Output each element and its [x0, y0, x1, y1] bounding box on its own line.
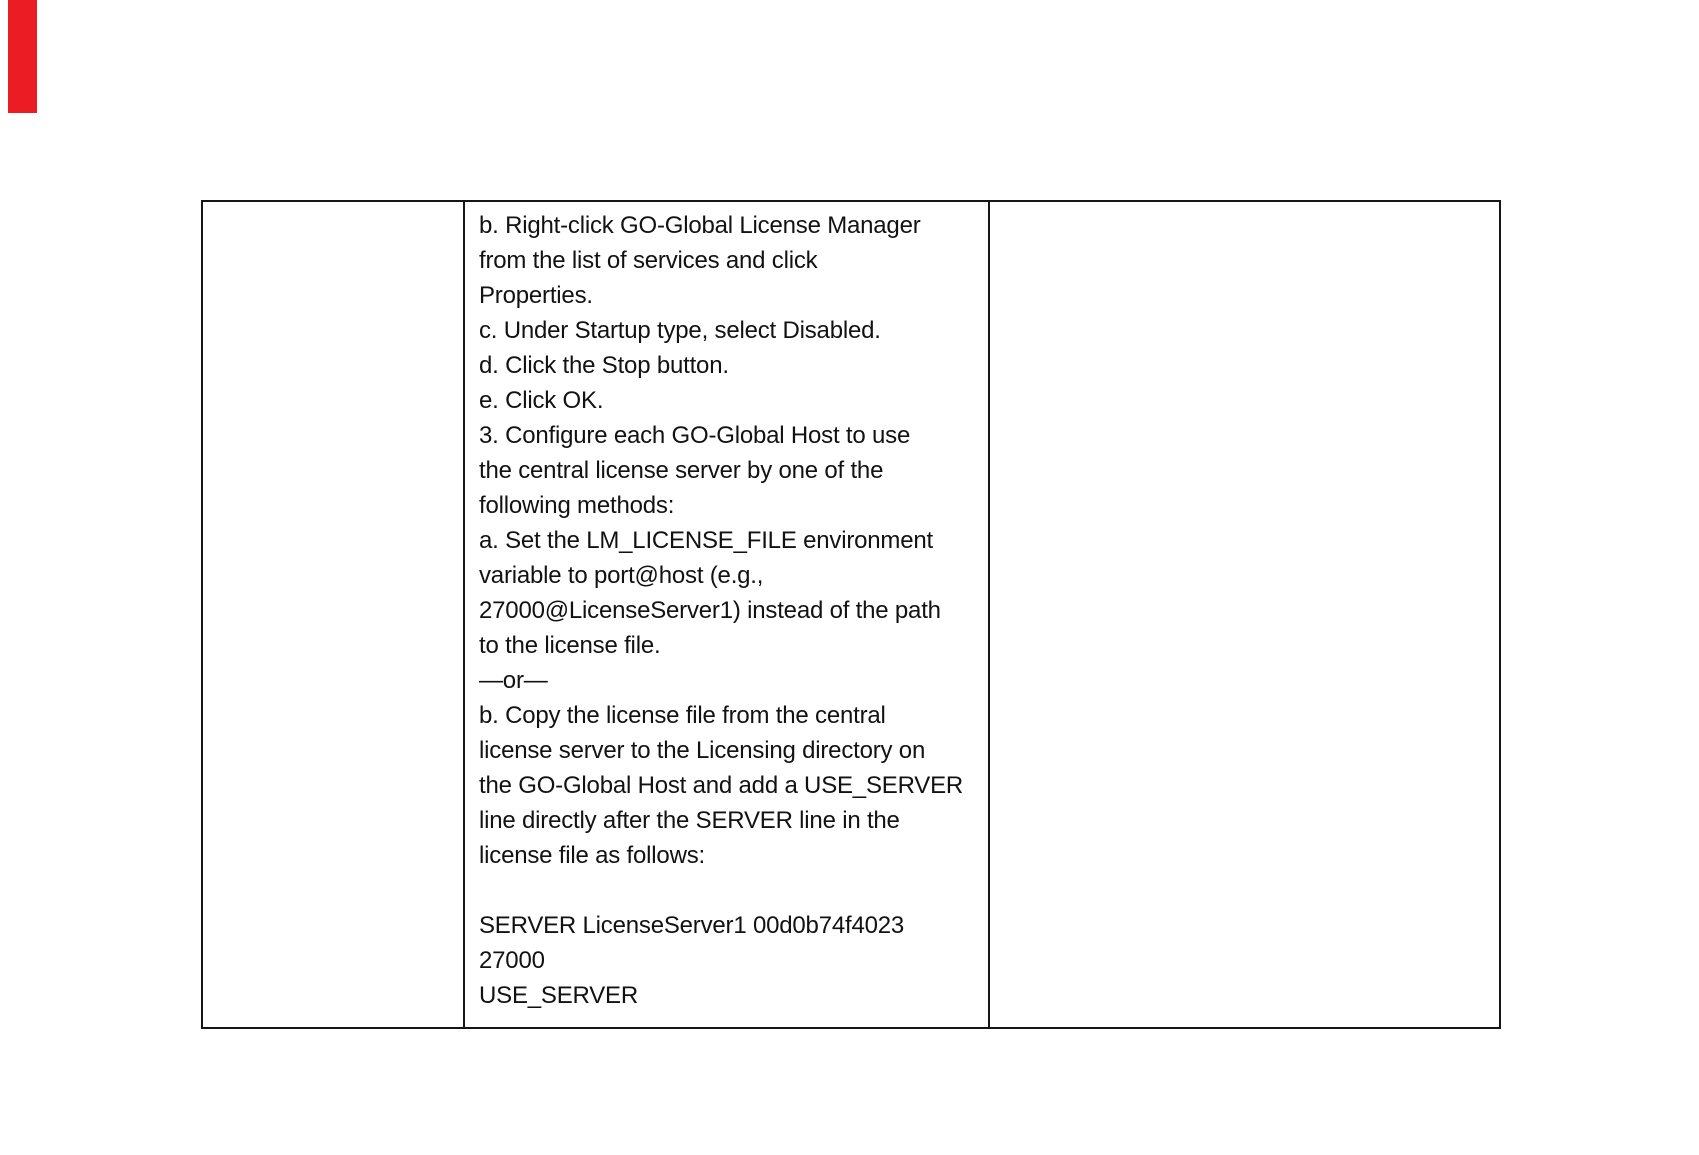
text-line: the GO-Global Host and add a USE_SERVER	[479, 772, 964, 799]
text-line: a. Set the LM_LICENSE_FILE environment	[479, 527, 933, 554]
text-line: b. Right-click GO-Global License Manager	[479, 212, 921, 239]
document-table	[201, 200, 1501, 1029]
text-line: SERVER LicenseServer1 00d0b74f4023	[479, 912, 905, 939]
text-line: 27000	[479, 947, 545, 974]
text-line: b. Copy the license file from the central	[479, 702, 886, 729]
text-line: from the list of services and click	[479, 247, 818, 274]
text-line: variable to port@host (e.g.,	[479, 562, 764, 589]
text-line: license server to the Licensing directory on	[479, 737, 926, 764]
text-line	[479, 873, 982, 908]
text-line: e. Click OK.	[479, 387, 604, 414]
text-line: license file as follows:	[479, 842, 705, 869]
table-cell-empty-left	[203, 202, 465, 1027]
text-line: USE_SERVER	[479, 982, 638, 1009]
text-line: 27000@LicenseServer1) instead of the path	[479, 597, 941, 624]
text-line: 3. Configure each GO-Global Host to use	[479, 422, 911, 449]
text-line: Properties.	[479, 282, 593, 309]
text-line: following methods:	[479, 492, 675, 519]
text-line: the central license server by one of the	[479, 457, 884, 484]
text-line: c. Under Startup type, select Disabled.	[479, 317, 881, 344]
text-line: d. Click the Stop button.	[479, 352, 729, 379]
text-line: to the license file.	[479, 632, 661, 659]
text-line: —or—	[479, 667, 548, 694]
text-line: line directly after the SERVER line in the	[479, 807, 900, 834]
table-cell-empty-right	[990, 202, 1499, 1027]
table-cell-instructions	[465, 202, 990, 1027]
revision-marker-bar	[8, 0, 37, 113]
